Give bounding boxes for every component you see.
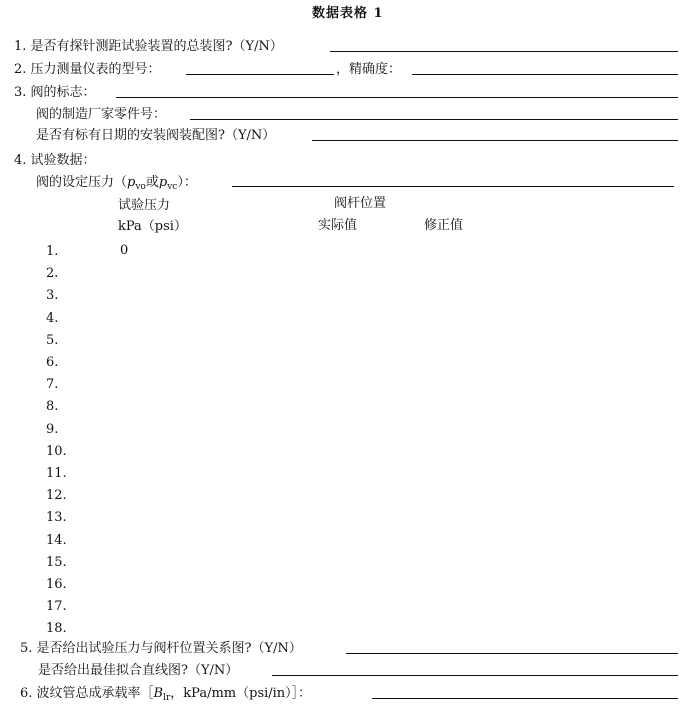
row-number: 12.	[46, 488, 67, 504]
p-sub-2: vc	[167, 182, 178, 192]
row-number: 4.	[46, 310, 59, 326]
row-number: 8.	[46, 399, 59, 415]
q6-prefix: 6. 波纹管总成承载率［	[20, 686, 154, 701]
bellows-rate-answer-line[interactable]	[372, 698, 678, 699]
row-number: 15.	[46, 554, 67, 570]
column-pressure-unit: kPa（psi）	[118, 219, 187, 234]
p-symbol-1: p	[127, 175, 136, 190]
b-sub: lr	[163, 693, 171, 703]
q6-suffix: ，kPa/mm（psi/in）］：	[170, 686, 312, 701]
assembly-drawing-label: 是否有标有日期的安装阀装配图?（Y/N）	[36, 128, 276, 143]
best-fit-label: 是否给出最佳拟合直线图?（Y/N）	[38, 663, 239, 678]
form-title: 数据表格 1	[312, 6, 384, 21]
row-number: 6.	[46, 355, 59, 370]
manufacturer-part-label: 阀的制造厂家零件号：	[36, 107, 167, 122]
gauge-model-answer-line[interactable]	[186, 74, 334, 75]
row-number: 9.	[46, 421, 59, 437]
column-corrected-value: 修正值	[424, 218, 464, 233]
accuracy-label: ，精确度：	[336, 62, 402, 77]
question-1-label: 1. 是否有探针测距试验装置的总装图?（Y/N）	[14, 39, 283, 54]
valve-id-answer-line[interactable]	[116, 97, 678, 98]
row-number: 11.	[46, 466, 67, 481]
set-pressure-label	[36, 175, 197, 195]
row-number: 13.	[46, 510, 67, 526]
column-stem-position: 阀杆位置	[334, 196, 387, 211]
row-number: 18.	[46, 621, 67, 637]
column-test-pressure: 试验压力	[118, 198, 171, 213]
row-number: 2.	[46, 266, 59, 282]
question-4-label: 4. 试验数据：	[14, 153, 96, 168]
question-6-label	[20, 686, 311, 706]
question-5-label: 5. 是否给出试验压力与阀杆位置关系图?（Y/N）	[20, 641, 302, 656]
column-actual-value: 实际值	[318, 218, 358, 233]
set-pressure-suffix: ）：	[177, 175, 197, 190]
p-sub-1: vo	[135, 182, 146, 192]
question-2-label: 2. 压力测量仪表的型号：	[14, 62, 161, 77]
row-number: 5.	[46, 332, 59, 348]
question-3-label: 3. 阀的标志：	[14, 85, 96, 100]
row-1-pressure-value: 0	[120, 243, 129, 258]
b-symbol: B	[153, 686, 164, 701]
or-text: 或	[145, 175, 159, 190]
row-number: 7.	[46, 377, 59, 393]
row-number: 16.	[46, 577, 67, 592]
row-number: 17.	[46, 599, 67, 615]
row-number: 1.	[46, 244, 59, 259]
p-symbol-2: p	[158, 175, 168, 190]
accuracy-answer-line[interactable]	[412, 74, 678, 75]
assembly-drawing-answer-line[interactable]	[312, 140, 678, 141]
row-number: 14.	[46, 532, 67, 548]
set-pressure-answer-line[interactable]	[232, 186, 674, 187]
row-number: 10.	[46, 443, 67, 459]
row-number: 3.	[46, 288, 59, 304]
question-1-answer-line[interactable]	[330, 51, 678, 52]
best-fit-answer-line[interactable]	[272, 675, 678, 676]
relation-plot-answer-line[interactable]	[346, 653, 678, 654]
set-pressure-prefix: 阀的设定压力（	[36, 175, 128, 190]
manufacturer-part-answer-line[interactable]	[190, 119, 678, 120]
